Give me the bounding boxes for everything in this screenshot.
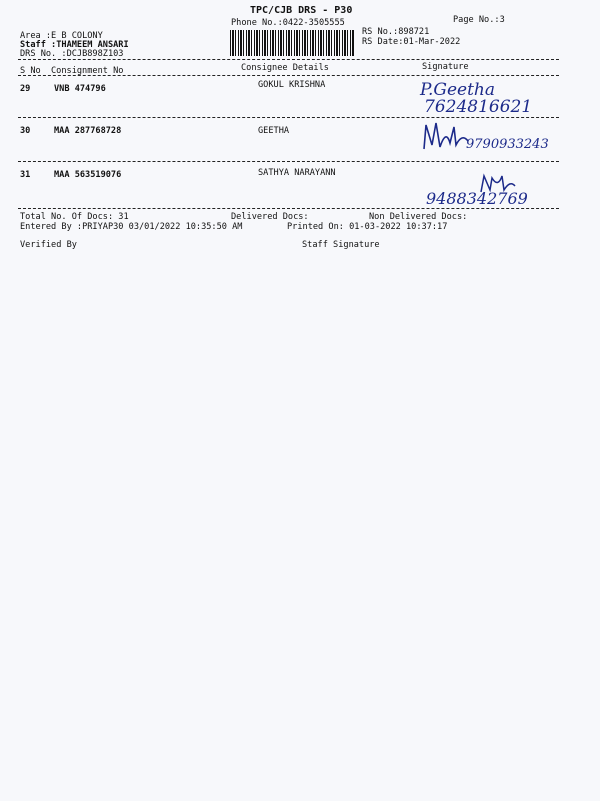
col-header-consignment: Consignment No — [51, 66, 124, 76]
handwritten-signature — [420, 119, 470, 153]
staff-signature-label: Staff Signature — [302, 240, 380, 250]
divider — [18, 161, 559, 162]
verified-by-label: Verified By — [20, 240, 77, 250]
row-consignee: SATHYA NARAYANN — [258, 168, 336, 178]
area-label: Area :E B COLONY — [20, 31, 103, 41]
staff-name: Staff :THAMEEM ANSARI — [20, 40, 129, 50]
handwritten-phone-number: 7624816621 — [424, 97, 533, 117]
col-header-signature: Signature — [422, 62, 469, 72]
row-consignee: GEETHA — [258, 126, 290, 136]
row-sno: 30 — [20, 126, 31, 136]
delivered-docs: Delivered Docs: — [231, 212, 309, 222]
page-number: Page No.:3 — [453, 15, 505, 25]
row-sno: 31 — [20, 170, 31, 180]
row-consignee: GOKUL KRISHNA — [258, 80, 326, 90]
total-docs: Total No. Of Docs: 31 — [20, 212, 129, 222]
non-delivered-docs: Non Delivered Docs: — [369, 212, 468, 222]
divider — [18, 208, 559, 209]
col-header-consignee: Consignee Details — [241, 63, 329, 73]
rs-date: RS Date:01-Mar-2022 — [362, 37, 461, 47]
divider — [18, 117, 559, 118]
handwritten-phone-number: 9488342769 — [426, 189, 528, 208]
handwritten-phone-number: 9790933243 — [466, 137, 549, 152]
handwritten-signature-name: P.Geetha — [420, 80, 496, 100]
row-sno: 29 — [20, 84, 31, 94]
printed-on: Printed On: 01-03-2022 10:37:17 — [287, 222, 448, 232]
row-consignment-no: VNB 474796 — [54, 84, 106, 94]
document-title: TPC/CJB DRS - P30 — [250, 5, 353, 16]
col-header-sno: S No — [20, 66, 41, 76]
row-consignment-no: MAA 287768728 — [54, 126, 122, 136]
drs-number: DRS No. :DCJB898Z103 — [20, 49, 124, 59]
barcode-image — [230, 30, 354, 56]
divider — [18, 59, 559, 60]
phone-number: Phone No.:0422-3505555 — [231, 18, 345, 28]
entered-by: Entered By :PRIYAP30 03/01/2022 10:35:50 AM — [20, 222, 243, 232]
divider — [18, 75, 559, 76]
rs-number: RS No.:898721 — [362, 27, 430, 37]
row-consignment-no: MAA 563519076 — [54, 170, 122, 180]
